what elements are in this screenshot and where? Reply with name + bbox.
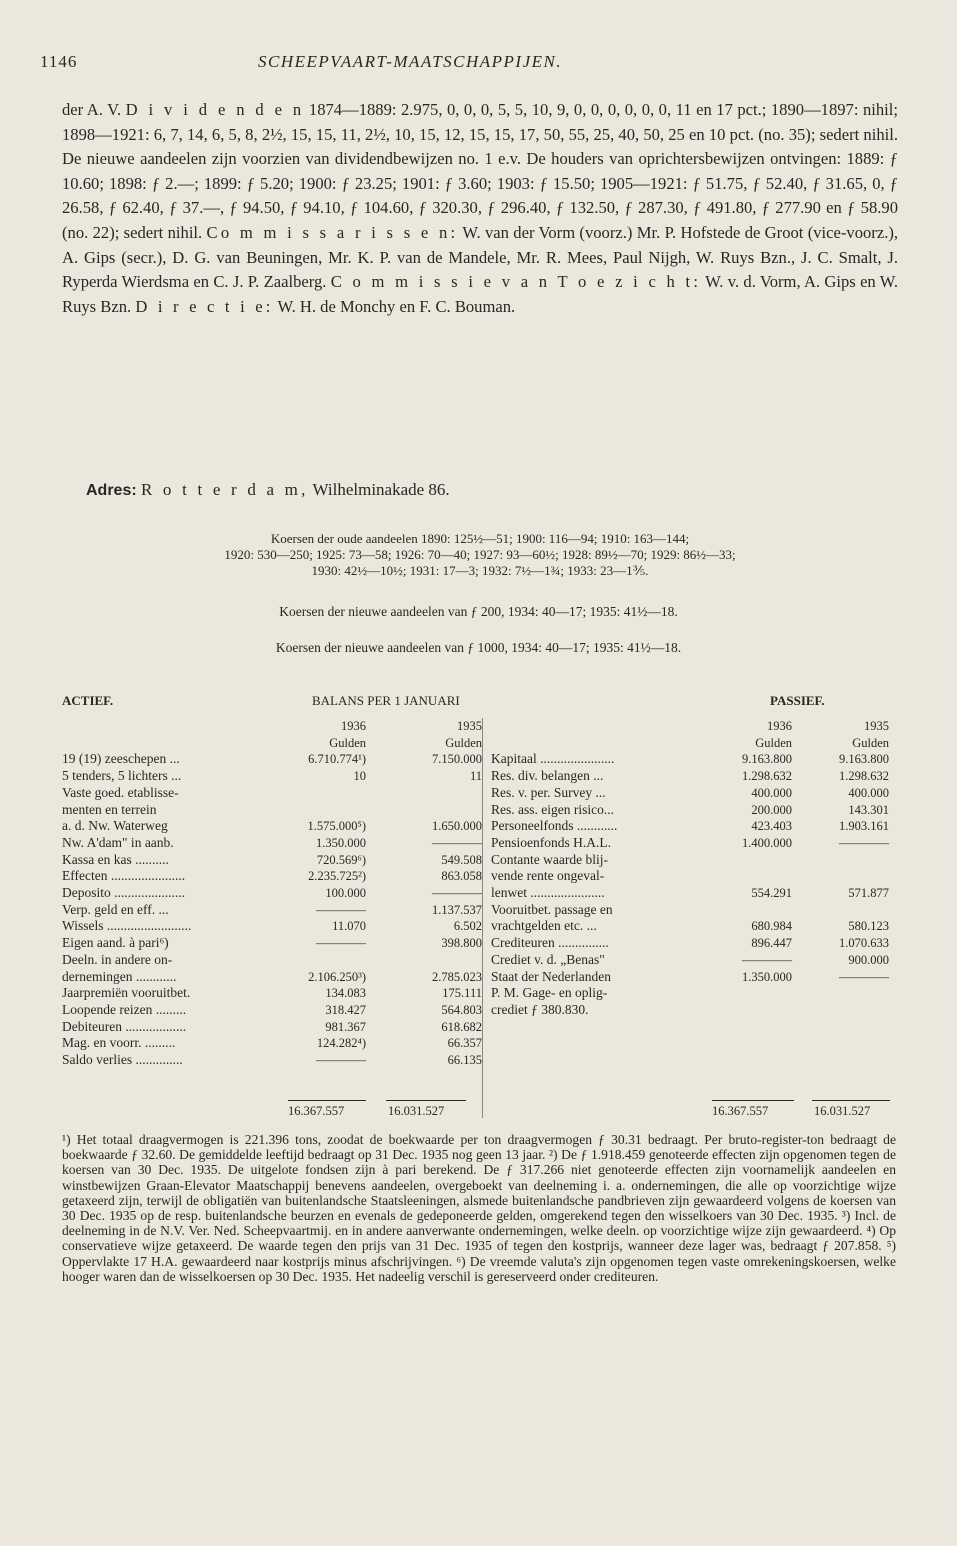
passief-value-1935 xyxy=(792,868,889,885)
actief-label: Loopende reizen ......... xyxy=(62,1001,187,1017)
passief-year-1935: 1935 xyxy=(864,719,889,733)
passief-value-1935: 9.163.800 xyxy=(839,752,889,767)
address-label: Adres: xyxy=(86,482,137,499)
actief-year-1935: 1935 xyxy=(457,719,482,733)
passief-table xyxy=(491,718,889,1019)
passief-value-1936 xyxy=(705,902,792,919)
actief-value-1935: 66.357 xyxy=(447,1036,482,1051)
passief-row xyxy=(491,885,889,902)
actief-value-1935: 863.058 xyxy=(441,869,482,884)
passief-row xyxy=(491,935,889,952)
actief-label: Eigen aand. à pari⁶) xyxy=(62,935,169,951)
actief-label: Deposito ..................... xyxy=(62,885,185,901)
actief-unit-1936: Gulden xyxy=(329,735,366,750)
koersen-oude-aandeelen xyxy=(60,531,900,579)
actief-label: Nw. A'dam" in aanb. xyxy=(62,834,174,850)
passief-row xyxy=(491,969,889,986)
dividend-text: 1874—1889: 2.975, 0, 0, 0, 5, 5, 10, 9, 0, 0, 0, 0, 0, 0, 11 en 17 pct.; 1890—1897: nihil; 1898—1921: 6, 7, 14, 6, 5, 8, 2½, 15, 15, 11, 2½, 10, 15, 12, 15, 15, 17, 50, 55, 25, 40, 50, 25 en 10 pct. (no. 35); sedert nihil. De nieuwe aandeelen zijn voorzien van dividendbewijzen no. 1 e.v. De houders van oprichtersbewijzen ontvingen: 1889: ƒ 10.60; 1898: ƒ 2.—; 1899: ƒ 5.20; 1900: ƒ 23.25; 1901: ƒ 3.60; 1903: ƒ 15.50; 1905—1921: ƒ 51.75, ƒ 52.40, ƒ 31.65, 0, ƒ 26.58, ƒ 62.40, ƒ 37.—, ƒ 94.50, ƒ 94.10, ƒ 104.60, ƒ 320.30, ƒ 296.40, ƒ 132.50, ƒ 287.30, ƒ 491.80, ƒ 277.90 en ƒ 58.90 (no. 22); sedert nihil. xyxy=(62,100,899,242)
actief-value-1935: 2.785.023 xyxy=(432,969,482,984)
footnotes-text: ¹) Het totaal draagvermogen is 221.396 tons, zoodat de boekwaarde per ton draagvermogen ƒ 30.31 bedraagt. Per bruto-register-ton bedraagt de boekwaarde ƒ 32.60. De gemiddelde leeftijd bedraagt op 31 Dec. 1935 nog geen 13 jaar. ²) De ƒ 1.918.459 genoteerde effecten zijn opgenomen tegen de koersen van 30 Dec. 1935. De uitgelote fondsen zijn à pari berekend. De ƒ 317.266 niet genoteerde effecten zijn voornamelijk aandeelen en winstbewijzen Graan-Elevator Maatschappij benevens aandeelen, overgeboekt van deelneming i. a. ondernemingen, die alle op voorzichtige wijze getaxeerd zijn, terwijl de obligatiën van buitenlandsche Staatsleeningen, alsmede buitenlandsche pandbrieven zijn gewaardeerd volgens de koersen van 30 Dec. 1935 op de resp. buitenlandsche beurzen en evenals de gedeponeerde gelden, omgerekend tegen den wisselkoers van 30 Dec. 1935. ³) Incl. de deelneming in de N.V. Ver. Ned. Scheepvaartmij. en in andere aanverwante ondernemingen, welke deeln. op voorzichtige wijze zijn gewaardeerd. ⁴) Op conservatieve wijze getaxeerd. De waarde tegen den prijs van 31 Dec. 1935 of tegen den kostprijs, wanneer deze lager was, bedraagt ƒ 207.858. ⁵) Oppervlakte 17 H.A. gewaardeerd naar kostprijs minus afschrijvingen. ⁶) De vreemde valuta's zijn opgenomen tegen vaste omrekeningskoersen, welke hooger waren dan de wisselkoersen op 30 Dec. 1935. Het nadeelig verschil is gereserveerd onder crediteuren. xyxy=(62,1132,896,1284)
actief-row xyxy=(62,868,482,885)
passief-value-1936: 896.447 xyxy=(751,936,792,951)
passief-row xyxy=(491,835,889,852)
passief-row xyxy=(491,952,889,969)
passief-value-1935: ———— xyxy=(839,969,889,984)
actief-label: Verp. geld en eff. ... xyxy=(62,901,169,917)
passief-row xyxy=(491,768,889,785)
passief-unit-1935: Gulden xyxy=(852,735,889,750)
actief-unit-row xyxy=(62,735,482,752)
passief-value-1935: 143.301 xyxy=(848,802,889,817)
actief-value-1936 xyxy=(290,785,366,802)
actief-row xyxy=(62,1035,482,1052)
passief-value-1935: ———— xyxy=(839,835,889,850)
actief-value-1935: 11 xyxy=(469,769,482,784)
actief-row xyxy=(62,985,482,1002)
passief-label: Res. div. belangen ... xyxy=(491,768,604,784)
passief-value-1935: 1.903.161 xyxy=(839,819,889,834)
actief-value-1936: 720.569⁶) xyxy=(316,852,366,867)
directie-label: D i r e c t i e: xyxy=(135,296,274,316)
commissarissen-label: Co m m i s s a r i s s e n: xyxy=(206,222,459,242)
actief-value-1936: 124.282⁴) xyxy=(316,1036,366,1051)
passief-value-1936: 200.000 xyxy=(751,802,792,817)
total-rule-passief-1936 xyxy=(712,1100,794,1101)
actief-row xyxy=(62,935,482,952)
page-number: 1146 xyxy=(40,52,78,71)
actief-label: menten en terrein xyxy=(62,801,157,817)
total-actief-1936: 16.367.557 xyxy=(288,1104,345,1118)
actief-value-1936: 2.106.250³) xyxy=(308,969,366,984)
passief-row xyxy=(491,818,889,835)
actief-label: dernemingen ............ xyxy=(62,968,177,984)
actief-value-1935 xyxy=(366,952,482,969)
total-passief-1935: 16.031.527 xyxy=(814,1104,871,1118)
running-title: SCHEEPVAART-MAATSCHAPPIJEN. xyxy=(258,52,563,71)
address xyxy=(86,478,450,503)
passief-label: Kapitaal ...................... xyxy=(491,751,615,767)
actief-value-1936: 1.350.000 xyxy=(316,835,366,850)
passief-unit-1936: Gulden xyxy=(755,735,792,750)
actief-value-1936: 6.710.774¹) xyxy=(308,752,366,767)
actief-row xyxy=(62,1002,482,1019)
passief-value-1935: 400.000 xyxy=(848,785,889,800)
passief-value-1936: 9.163.800 xyxy=(742,752,792,767)
passief-row xyxy=(491,1002,889,1019)
passief-value-1936: 554.291 xyxy=(751,886,792,901)
passief-label: vende rente ongeval- xyxy=(491,868,605,884)
actief-table xyxy=(62,718,482,1069)
actief-row xyxy=(62,952,482,969)
actief-value-1936: 318.427 xyxy=(325,1002,366,1017)
actief-value-1936 xyxy=(290,952,366,969)
address-city: R o t t e r d a m, xyxy=(140,480,309,499)
actief-row xyxy=(62,751,482,768)
actief-value-1936: 11.070 xyxy=(332,919,366,934)
passief-value-1935: 580.123 xyxy=(848,919,889,934)
passief-value-1936: 1.400.000 xyxy=(742,835,792,850)
dividend-label: D i v i d e n d e n xyxy=(125,100,305,119)
actief-value-1935: 6.502 xyxy=(453,919,482,934)
actief-row xyxy=(62,969,482,986)
passief-value-1936: 423.403 xyxy=(751,819,792,834)
passief-label: Contante waarde blij- xyxy=(491,851,608,867)
actief-year-row xyxy=(62,718,482,735)
actief-label: Saldo verlies .............. xyxy=(62,1052,183,1068)
actief-value-1935: 564.803 xyxy=(441,1002,482,1017)
passief-row xyxy=(491,902,889,919)
actief-row xyxy=(62,1052,482,1069)
passief-value-1935 xyxy=(792,985,889,1002)
koersen-line-3: 1930: 42½—10½; 1931: 17—3; 1932: 7½—1¾; 1933: 23—1⅗. xyxy=(311,563,649,578)
passief-row xyxy=(491,802,889,819)
directie-text: W. H. de Monchy en F. C. Bouman. xyxy=(277,296,516,316)
actief-value-1935: 618.682 xyxy=(441,1019,482,1034)
actief-row xyxy=(62,918,482,935)
passief-value-1936: 1.350.000 xyxy=(742,969,792,984)
passief-label: Crediet v. d. „Benas" xyxy=(491,951,605,967)
passief-label: Vooruitbet. passage en xyxy=(491,901,613,917)
actief-label: Jaarpremiën vooruitbet. xyxy=(62,985,191,1001)
total-passief-1936: 16.367.557 xyxy=(712,1104,769,1118)
actief-value-1935: ———— xyxy=(432,886,482,901)
koersen-nieuw-1000: Koersen der nieuwe aandeelen van ƒ 1000, 1934: 40—17; 1935: 41½—18. xyxy=(275,640,682,655)
actief-row xyxy=(62,885,482,902)
actief-label: 5 tenders, 5 lichters ... xyxy=(62,768,182,784)
actief-value-1936: 100.000 xyxy=(325,886,366,901)
actief-value-1935: ———— xyxy=(432,835,482,850)
passief-row xyxy=(491,852,889,869)
actief-value-1935 xyxy=(366,802,482,819)
passief-row xyxy=(491,751,889,768)
actief-label: Effecten ...................... xyxy=(62,868,186,884)
actief-row xyxy=(62,818,482,835)
passief-value-1936 xyxy=(705,985,792,1002)
actief-value-1935: 7.150.000 xyxy=(432,752,482,767)
passief-label: Staat der Nederlanden xyxy=(491,968,611,984)
passief-label: Pensioenfonds H.A.L. xyxy=(491,834,611,850)
dividend-paragraph xyxy=(62,98,898,319)
footnotes xyxy=(62,1132,896,1284)
koersen-nieuw-200: Koersen der nieuwe aandeelen van ƒ 200, 1934: 40—17; 1935: 41½—18. xyxy=(279,604,678,619)
actief-row xyxy=(62,902,482,919)
passief-row xyxy=(491,918,889,935)
passief-label: Res. ass. eigen risico... xyxy=(491,801,614,817)
actief-value-1935 xyxy=(366,785,482,802)
passief-value-1936: ———— xyxy=(742,952,792,967)
koersen-line-2: 1920: 530—250; 1925: 73—58; 1926: 70—40; 1927: 93—60½; 1928: 89½—70; 1929: 86½—33; xyxy=(224,547,736,562)
company-description xyxy=(62,98,898,319)
actief-row xyxy=(62,852,482,869)
passief-value-1936: 680.984 xyxy=(751,919,792,934)
total-rule-actief-1936 xyxy=(288,1100,366,1101)
column-divider xyxy=(482,718,483,1118)
actief-row xyxy=(62,835,482,852)
actief-value-1935: 1.650.000 xyxy=(432,819,482,834)
passief-value-1936: 1.298.632 xyxy=(742,769,792,784)
total-rule-actief-1935 xyxy=(386,1100,466,1101)
actief-year-1936: 1936 xyxy=(341,719,366,733)
actief-label: Kassa en kas .......... xyxy=(62,851,169,867)
dividend-prefix: der A. V. xyxy=(62,100,122,119)
actief-value-1936: 10 xyxy=(353,769,366,784)
actief-value-1936: 2.235.725²) xyxy=(308,869,366,884)
passief-label: P. M. Gage- en oplig- xyxy=(491,985,608,1001)
passief-value-1935: 900.000 xyxy=(848,952,889,967)
commissie-label: C o m m i s s i e v a n T o e z i c h t: xyxy=(330,272,702,292)
actief-label: Debiteuren .................. xyxy=(62,1018,187,1034)
passief-label: Res. v. per. Survey ... xyxy=(491,784,606,800)
passief-value-1935 xyxy=(792,1002,889,1019)
actief-row xyxy=(62,768,482,785)
passief-label: PASSIEF. xyxy=(770,693,825,708)
commissarissen-text: W. van der Vorm (voorz.) Mr. P. Hofstede de Groot (vice-voorz.), A. Gips (secr.), D. G. van Beuningen, Mr. K. P. van de Mandele, Mr. R. Mees, Paul Nijgh, W. Ruys Bzn., J. C. Smalt, J. Ryperda Wierdsma en C. J. P. Zaalberg. xyxy=(62,222,899,292)
actief-value-1936: 1.575.000⁵) xyxy=(307,819,366,834)
actief-value-1936: 134.083 xyxy=(325,986,366,1001)
passief-value-1935 xyxy=(792,852,889,869)
actief-value-1936: ———— xyxy=(316,936,366,951)
actief-label: 19 (19) zeeschepen ... xyxy=(62,751,180,767)
actief-label: Wissels ......................... xyxy=(62,918,192,934)
koersen-line-1: Koersen der oude aandeelen 1890: 125½—51; 1900: 116—94; 1910: 163—144; xyxy=(270,531,690,546)
passief-value-1935: 1.070.633 xyxy=(839,936,889,951)
actief-label: ACTIEF. xyxy=(62,693,114,708)
actief-label: Mag. en voorr. ......... xyxy=(62,1035,176,1051)
passief-value-1936 xyxy=(705,868,792,885)
total-rule-passief-1935 xyxy=(812,1100,890,1101)
actief-value-1935: 175.111 xyxy=(442,986,482,1001)
passief-value-1935 xyxy=(792,902,889,919)
passief-value-1936: 400.000 xyxy=(751,785,792,800)
passief-value-1936 xyxy=(705,852,792,869)
passief-value-1935: 1.298.632 xyxy=(839,769,889,784)
passief-unit-row xyxy=(491,735,889,752)
actief-value-1936: ———— xyxy=(316,1053,366,1068)
actief-value-1935: 1.137.537 xyxy=(432,902,482,917)
total-actief-1935: 16.031.527 xyxy=(388,1104,445,1118)
passief-value-1936 xyxy=(705,1002,792,1019)
actief-label: Deeln. in andere on- xyxy=(62,951,173,967)
actief-row xyxy=(62,802,482,819)
actief-label: a. d. Nw. Waterweg xyxy=(62,818,168,834)
passief-value-1935: 571.877 xyxy=(848,886,889,901)
actief-label: Vaste goed. etablisse- xyxy=(62,784,179,800)
passief-label: lenwet ...................... xyxy=(491,885,605,901)
passief-row xyxy=(491,868,889,885)
actief-row xyxy=(62,1019,482,1036)
passief-row xyxy=(491,785,889,802)
commissie-text: W. v. d. Vorm, A. Gips en W. Ruys Bzn. xyxy=(62,272,899,316)
passief-label: crediet ƒ 380.830. xyxy=(491,1001,589,1017)
actief-unit-1935: Gulden xyxy=(445,735,482,750)
actief-value-1936 xyxy=(290,802,366,819)
address-street: Wilhelminakade 86. xyxy=(312,480,450,499)
actief-value-1935: 66.135 xyxy=(447,1053,482,1068)
actief-value-1935: 398.800 xyxy=(441,936,482,951)
passief-year-row xyxy=(491,718,889,735)
actief-value-1935: 549.508 xyxy=(441,852,482,867)
passief-label: Personeelfonds ............ xyxy=(491,818,618,834)
actief-value-1936: ———— xyxy=(316,902,366,917)
actief-row xyxy=(62,785,482,802)
passief-label: Crediteuren ............... xyxy=(491,935,609,951)
passief-year-1936: 1936 xyxy=(767,719,792,733)
balans-title: BALANS PER 1 JANUARI xyxy=(312,693,460,708)
passief-row xyxy=(491,985,889,1002)
actief-value-1936: 981.367 xyxy=(325,1019,366,1034)
passief-label: vrachtgelden etc. ... xyxy=(491,918,597,934)
